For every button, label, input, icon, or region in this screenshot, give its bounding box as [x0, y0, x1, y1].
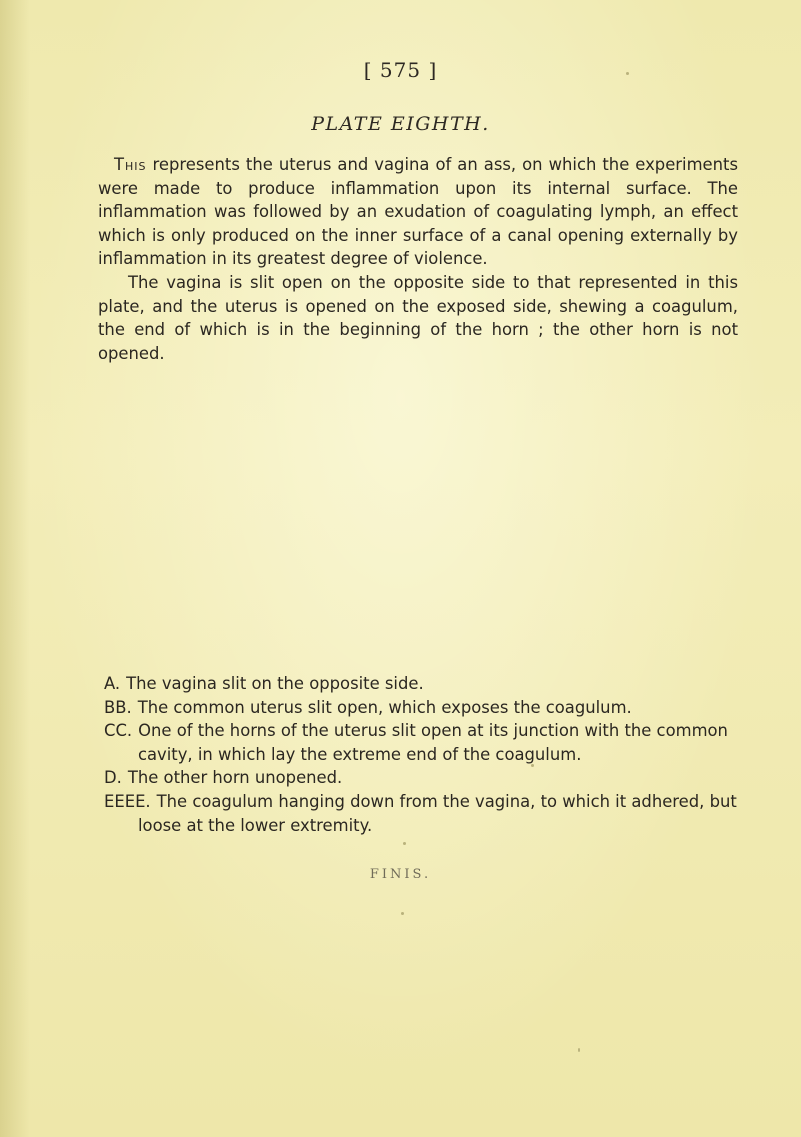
legend-item — [104, 790, 744, 837]
legend-text: The vagina slit on the opposite side. — [126, 674, 424, 693]
page-number: [ 575 ] — [363, 58, 438, 82]
legend-text: One of the horns of the uterus slit open at its junction with the common cavity, in which lay the extreme end of the coagulum. — [138, 721, 728, 764]
legend-text: The common uterus slit open, which exposes the coagulum. — [137, 697, 632, 717]
legend-key: EEEE. — [104, 791, 151, 811]
legend-key: BB. — [104, 697, 132, 717]
paragraph-1-text: represents the uterus and vagina of an ass, on which the experiments were made to produce inflammation upon its internal surface. The inflammation was followed by an exudation of coagulating lymph, an effect which is only produced on the inner surface of a canal opening externally by inflammation in its greatest degree of violence. — [98, 155, 738, 269]
paragraph-1 — [98, 153, 738, 271]
page-fold-shadow — [0, 0, 30, 1137]
paragraph-2: The vagina is slit open on the opposite side to that represented in this plate, and the uterus is opened on the exposed side, shewing a coagulum, the end of which is in the beginning of the horn ; the other horn is not opened. — [98, 272, 738, 363]
legend-key: D. — [104, 768, 122, 788]
paper-speck — [578, 1048, 580, 1052]
legend-key: CC. — [104, 721, 133, 741]
paper-speck — [531, 764, 534, 767]
paper-speck — [403, 842, 406, 845]
legend-item — [104, 766, 744, 790]
legend-text: The other horn unopened. — [127, 768, 343, 788]
paragraph-1-lead-word: This — [114, 155, 147, 174]
legend-key: A. — [104, 674, 121, 693]
plate-legend — [104, 672, 744, 837]
legend-item — [104, 719, 744, 766]
legend-item — [104, 696, 744, 720]
paper-speck — [401, 912, 404, 915]
legend-item — [104, 672, 744, 696]
legend-text: The coagulum hanging down from the vagina, to which it adhered, but loose at the lower extremity. — [138, 791, 737, 835]
finis-mark: FINIS. — [369, 867, 432, 882]
plate-title: PLATE EIGHTH. — [311, 113, 490, 135]
plate-description — [98, 153, 738, 365]
paper-speck — [626, 72, 629, 75]
